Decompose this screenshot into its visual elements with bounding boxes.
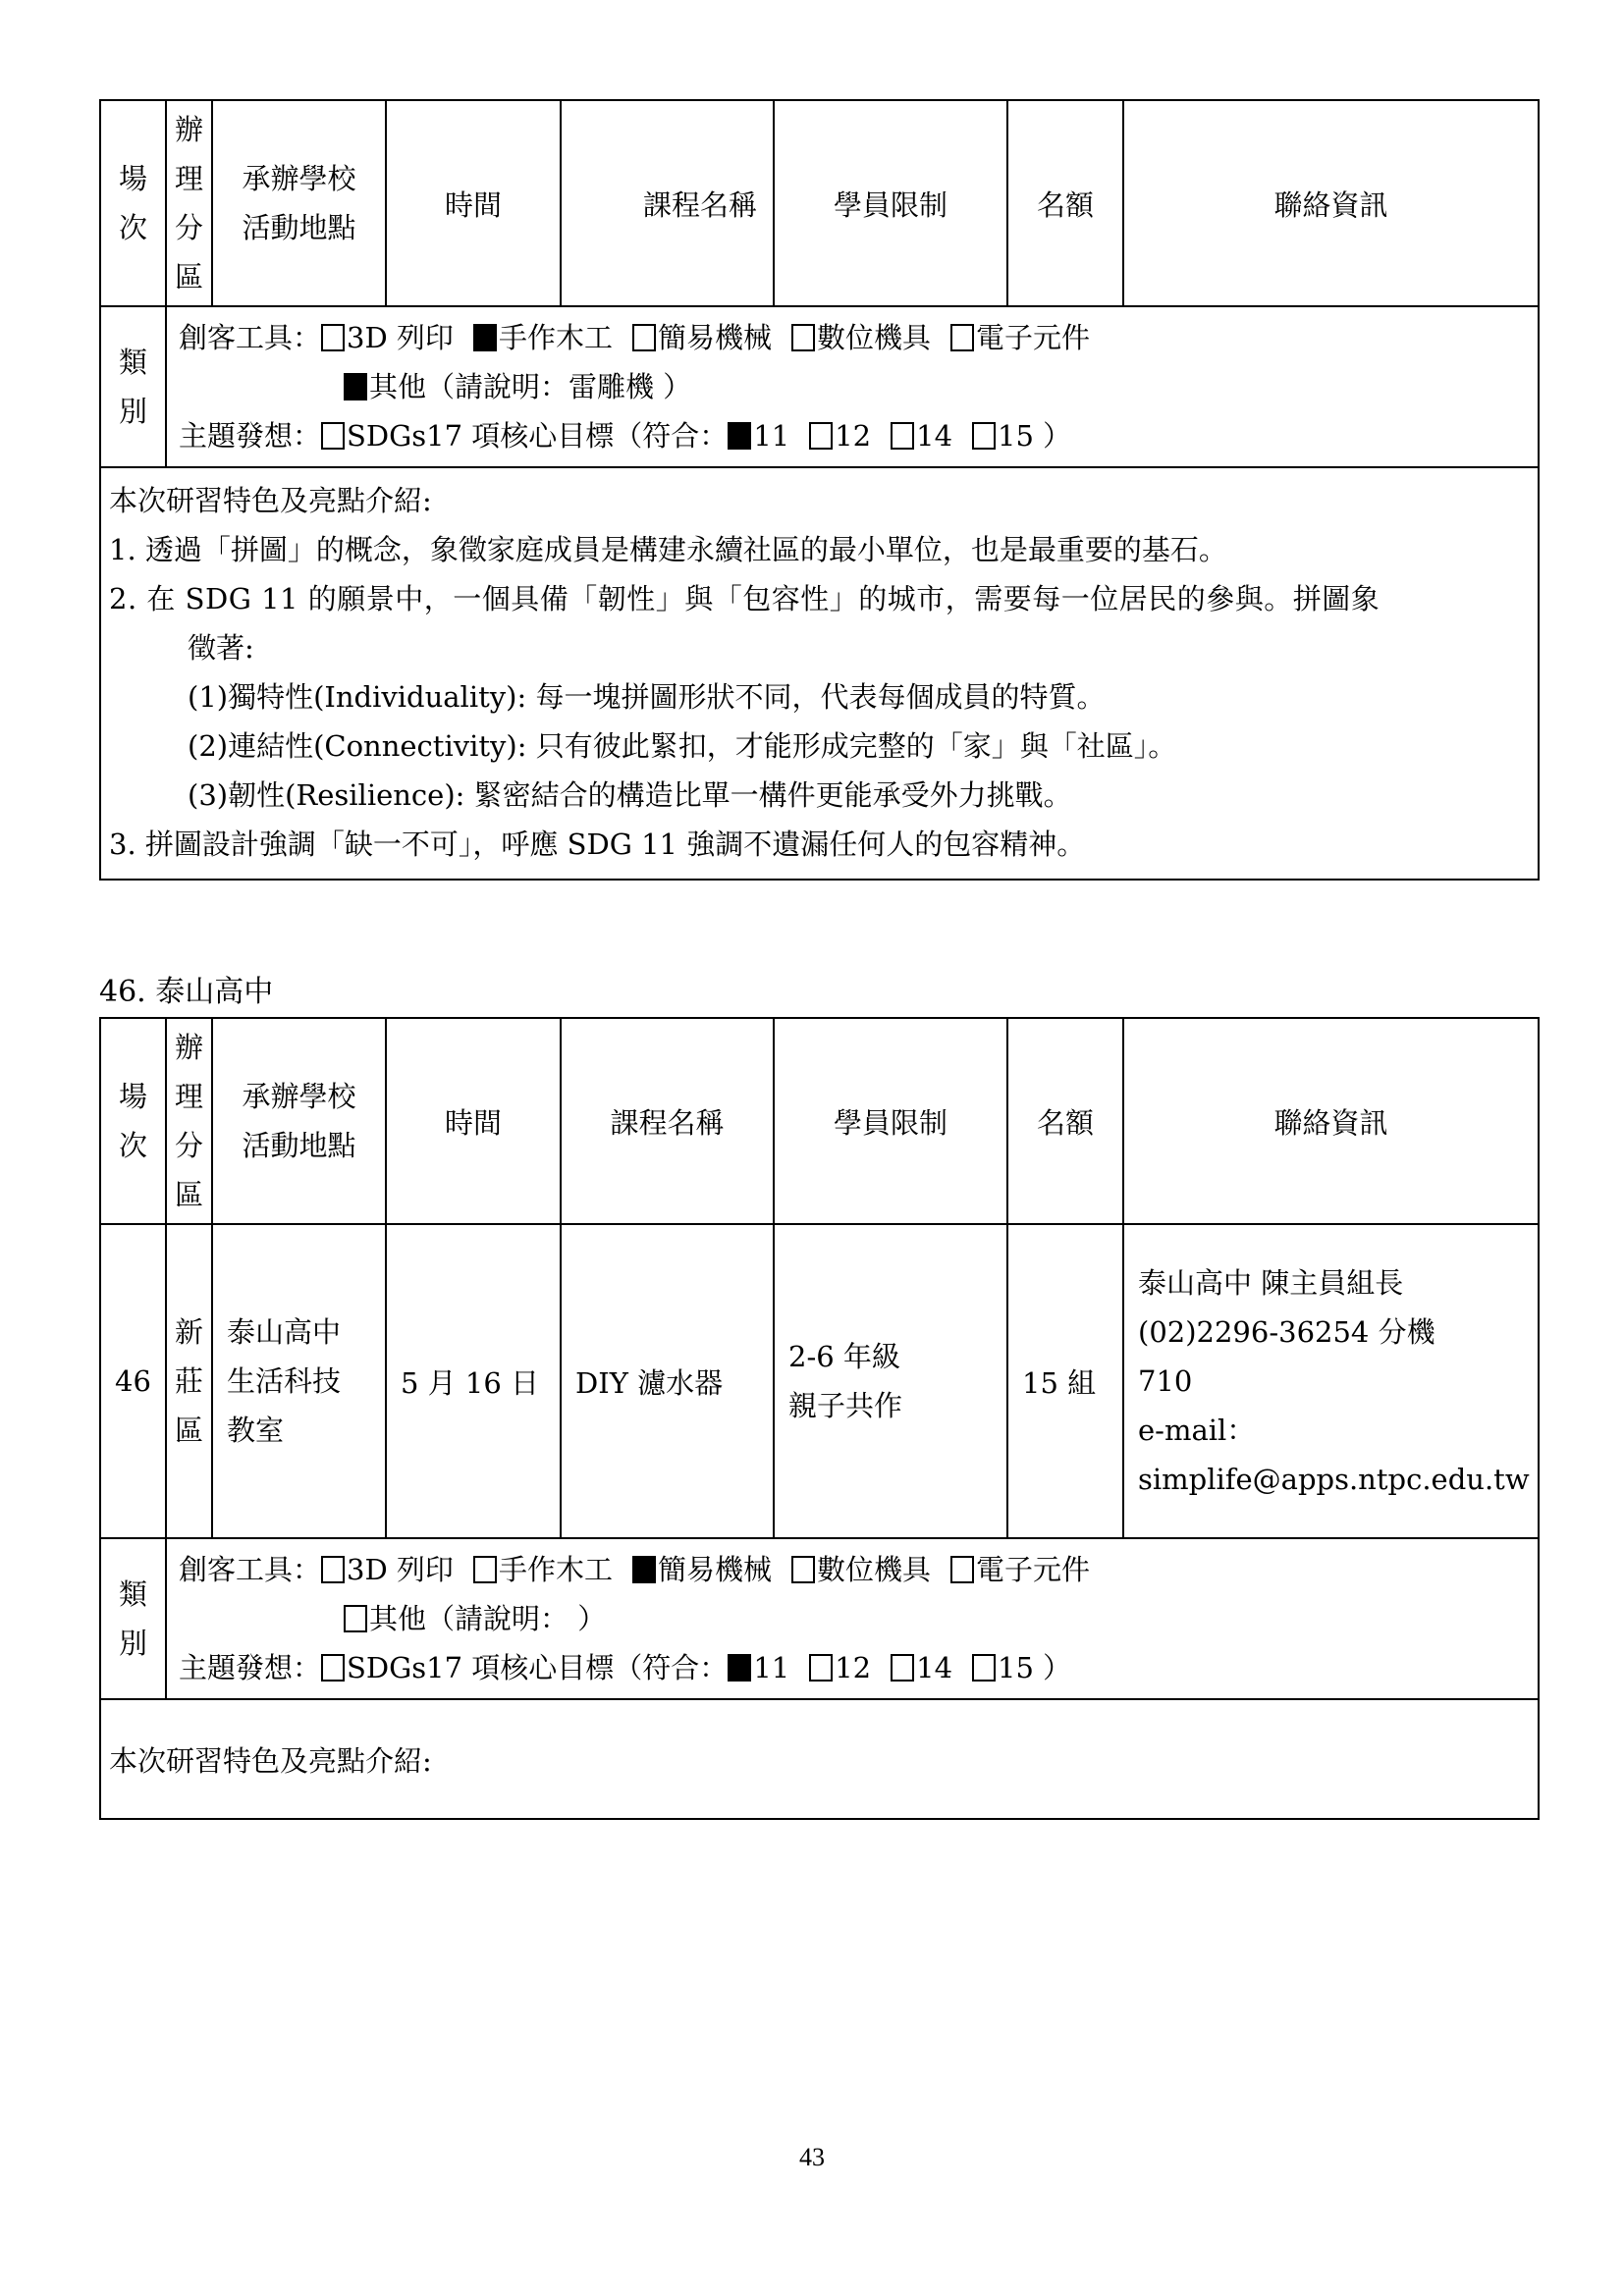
category-body [166,306,1539,467]
maker-tools-label: 創客工具： [179,321,322,354]
table-row [100,1224,1539,1538]
checkbox-checked-icon[interactable] [632,1556,656,1583]
category-label: 類 別 [100,306,166,467]
checkbox-icon[interactable] [809,422,833,450]
category-body [166,1538,1539,1699]
option-sdg-14[interactable]: 14 [891,1651,952,1684]
checkbox-icon[interactable] [891,422,914,450]
checkbox-checked-icon[interactable] [728,422,751,450]
header-time: 時間 [386,100,561,306]
maker-tools-label: 創客工具： [179,1553,322,1586]
header-session: 場 次 [100,1018,166,1224]
intro-row [100,467,1539,880]
theme-line [179,1643,1538,1692]
intro-line: 2. 在 SDG 11 的願景中，一個具備「韌性」與「包容性」的城市，需要每一位居民的參與。拼圖象 [109,582,1380,615]
option-sdg-11[interactable]: 11 [728,419,789,453]
header-course: 課程名稱 [561,1018,774,1224]
course-table-previous [99,99,1540,881]
course-table-46 [99,1017,1540,1820]
option-sdgs[interactable]: SDGs17 項核心目標（符合： [321,419,728,453]
option-3d-print[interactable]: 3D 列印 [321,1553,454,1586]
checkbox-checked-icon[interactable] [473,324,497,351]
checkbox-icon[interactable] [321,324,345,351]
intro-label: 本次研習特色及亮點介紹: [109,1743,432,1778]
category-row [100,1538,1539,1699]
option-other[interactable]: 其他（請說明：雷雕機 ） [344,370,691,403]
page-number: 43 [799,2143,825,2171]
checkbox-icon[interactable] [972,1654,996,1682]
checkbox-icon[interactable] [950,1556,974,1583]
option-sdg-15[interactable]: 15 ） [972,419,1071,453]
header-contact: 聯絡資訊 [1123,100,1539,306]
header-school: 承辦學校 活動地點 [212,1018,386,1224]
contact-email[interactable]: simplife@apps.ntpc.edu.tw [1138,1463,1530,1496]
contact-email-label: e-mail： [1138,1414,1256,1447]
checkbox-icon[interactable] [791,1556,815,1583]
header-row [100,100,1539,306]
option-sdg-14[interactable]: 14 [891,419,952,453]
maker-tools-line [179,1545,1538,1594]
other-line [179,362,1538,411]
checkbox-icon[interactable] [809,1654,833,1682]
checkbox-icon[interactable] [344,1605,367,1632]
maker-tools-line [179,313,1538,362]
header-session: 場 次 [100,100,166,306]
checkbox-icon[interactable] [632,324,656,351]
checkbox-icon[interactable] [950,324,974,351]
option-other[interactable]: 其他（請說明： ） [344,1602,606,1635]
checkbox-icon[interactable] [891,1654,914,1682]
theme-line [179,411,1538,460]
option-sdgs[interactable]: SDGs17 項核心目標（符合： [321,1651,728,1684]
contact-person: 泰山高中 陳主員組長 [1138,1266,1404,1300]
section-title: 46. 泰山高中 [99,975,274,1009]
header-quota: 名額 [1007,100,1123,306]
header-district: 辦 理 分 區 [166,1018,212,1224]
option-simple-machine[interactable]: 簡易機械 [632,1553,772,1586]
option-simple-machine[interactable]: 簡易機械 [632,321,772,354]
option-sdg-15[interactable]: 15 ） [972,1651,1071,1684]
option-electronics[interactable]: 電子元件 [950,321,1090,354]
option-sdg-12[interactable]: 12 [809,1651,871,1684]
cell-school: 泰山高中 生活科技 教室 [212,1224,386,1538]
checkbox-icon[interactable] [321,422,345,450]
checkbox-icon[interactable] [321,1654,345,1682]
intro-sub-line: (3)韌性(Resilience): 緊密結合的構造比單一構件更能承受外力挑戰。 [188,778,1072,812]
header-restriction: 學員限制 [774,100,1007,306]
option-woodwork[interactable]: 手作木工 [473,321,613,354]
intro-sub-line: 徵著: [188,631,254,665]
intro-line: 3. 拼圖設計強調「缺一不可」，呼應 SDG 11 強調不遺漏任何人的包容精神。 [109,828,1086,861]
contact-extension: 710 [1138,1364,1193,1398]
option-woodwork[interactable]: 手作木工 [473,1553,613,1586]
theme-label: 主題發想： [179,1651,322,1684]
checkbox-icon[interactable] [791,324,815,351]
intro-cell [100,1699,1539,1819]
header-row [100,1018,1539,1224]
cell-course: DIY 濾水器 [561,1224,774,1538]
option-electronics[interactable]: 電子元件 [950,1553,1090,1586]
option-sdg-12[interactable]: 12 [809,419,871,453]
header-course: 課程名稱 [561,100,774,306]
intro-sub-line: (2)連結性(Connectivity): 只有彼此緊扣，才能形成完整的「家」與「社區」。 [188,729,1177,763]
checkbox-checked-icon[interactable] [728,1654,751,1682]
intro-sub-line: (1)獨特性(Individuality): 每一塊拼圖形狀不同，代表每個成員的特質。 [188,680,1106,714]
option-digital-tools[interactable]: 數位機具 [791,1553,931,1586]
intro-row [100,1699,1539,1819]
option-3d-print[interactable]: 3D 列印 [321,321,454,354]
other-line [179,1594,1538,1643]
contact-phone: (02)2296-36254 分機 [1138,1315,1435,1349]
option-digital-tools[interactable]: 數位機具 [791,321,931,354]
intro-line: 1. 透過「拼圖」的概念，象徵家庭成員是構建永續社區的最小單位，也是最重要的基石。 [109,533,1227,566]
checkbox-icon[interactable] [473,1556,497,1583]
category-row [100,306,1539,467]
cell-session: 46 [100,1224,166,1538]
intro-cell [100,467,1539,880]
cell-contact [1123,1224,1539,1538]
option-sdg-11[interactable]: 11 [728,1651,789,1684]
checkbox-icon[interactable] [321,1556,345,1583]
intro-label: 本次研習特色及亮點介紹: [109,484,432,517]
checkbox-checked-icon[interactable] [344,373,367,400]
header-restriction: 學員限制 [774,1018,1007,1224]
cell-restriction: 2-6 年級 親子共作 [774,1224,1007,1538]
header-contact: 聯絡資訊 [1123,1018,1539,1224]
checkbox-icon[interactable] [972,422,996,450]
header-quota: 名額 [1007,1018,1123,1224]
header-district: 辦 理 分 區 [166,100,212,306]
category-label: 類 別 [100,1538,166,1699]
cell-time: 5 月 16 日 [386,1224,561,1538]
cell-district: 新 莊 區 [166,1224,212,1538]
header-school: 承辦學校 活動地點 [212,100,386,306]
theme-label: 主題發想： [179,419,322,453]
cell-quota: 15 組 [1007,1224,1123,1538]
header-time: 時間 [386,1018,561,1224]
